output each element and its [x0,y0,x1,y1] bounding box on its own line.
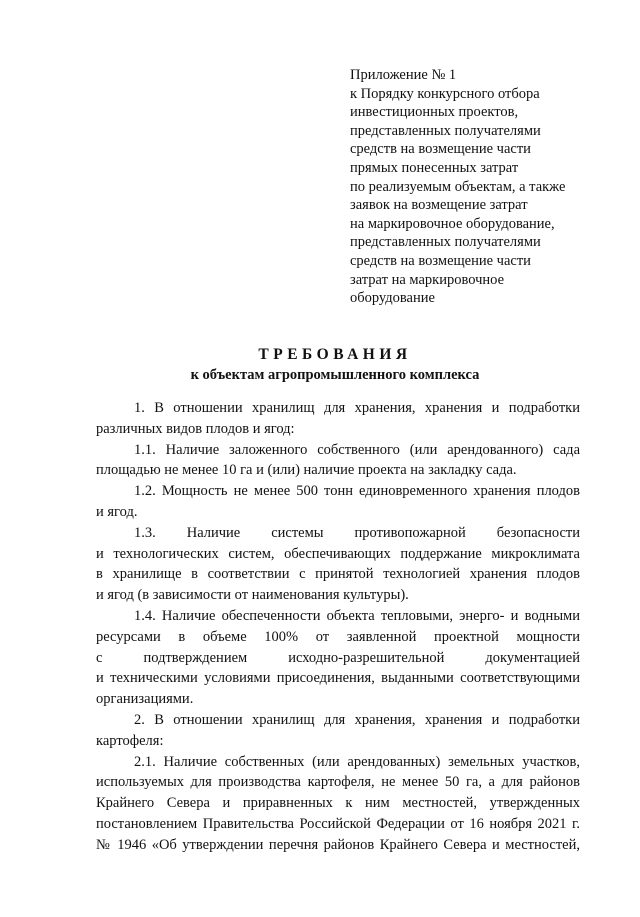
body-line: Крайнего Севера и приравненных к ним местностей, утвержденных [96,795,580,812]
body-line: № 1946 «Об утверждении перечня районов Крайнего Севера и местностей, [96,836,580,853]
appendix-line: средств на возмещение части [350,141,531,158]
body-line: 1.1. Наличие заложенного собственного (или арендованного) сада [134,441,580,458]
body-line: площадью не менее 10 га и (или) наличие проекта на закладку сада. [96,462,517,479]
body-line: и ягод (в зависимости от наименования культуры). [96,587,409,604]
body-line: используемых для производства картофеля, не менее 50 га, а для районов [96,774,580,791]
body-line: 1. В отношении хранилищ для хранения, хранения и подработки [134,400,580,416]
appendix-line: средств на возмещение части [350,252,531,269]
appendix-line: представленных получателями [350,234,541,251]
body-line: различных видов плодов и ягод: [96,420,295,437]
document-subtitle: к объектам агропромышленного комплекса [190,367,480,383]
appendix-line: инвестиционных проектов, [350,104,519,121]
body-line: 2. В отношении хранилищ для хранения, хранения и подработки [134,711,580,728]
body-line: 1.2. Мощность не менее 500 тонн единовременного хранения плодов [134,483,580,500]
body-line: 2.1. Наличие собственных (или арендованных) земельных участков, [134,753,580,770]
appendix-line: на маркировочное оборудование, [350,215,555,232]
appendix-line: прямых понесенных затрат [350,159,519,176]
document-heading [0,345,640,385]
body-line: и ягод. [96,503,138,520]
body-line: организациями. [96,691,194,708]
body-line: ресурсами в объеме 100% от заявленной проектной мощности [96,628,580,645]
body-line: и технологических систем, обеспечивающих поддержание микроклимата [96,545,580,562]
body-line: 1.4. Наличие обеспеченности объекта тепловыми, энерго- и водными [134,607,580,624]
appendix-line: затрат на маркировочное [350,271,504,288]
appendix-line: заявок на возмещение затрат [350,197,528,214]
document-body [96,398,580,856]
body-line: с подтверждением исходно-разрешительной документацией [96,649,580,666]
body-line: постановлением Правительства Российской Федерации от 16 ноября 2021 г. [96,815,580,832]
appendix-line: к Порядку конкурсного отбора [350,85,540,102]
body-line: 1.3. Наличие системы противопожарной безопасности [134,524,580,541]
appendix-line: оборудование [350,290,435,307]
body-line: картофеля: [96,732,164,749]
body-line: в хранилище в соответствии с принятой технологией хранения плодов [96,566,580,583]
appendix-line: представленных получателями [350,122,541,139]
appendix-line: по реализуемым объектам, а также [350,178,566,195]
document-title: ТРЕБОВАНИЯ [258,346,412,363]
appendix-line: Приложение № 1 [350,67,457,83]
appendix-block [350,66,610,308]
body-line: и техническими условиями присоединения, выданными соответствующими [96,670,580,687]
